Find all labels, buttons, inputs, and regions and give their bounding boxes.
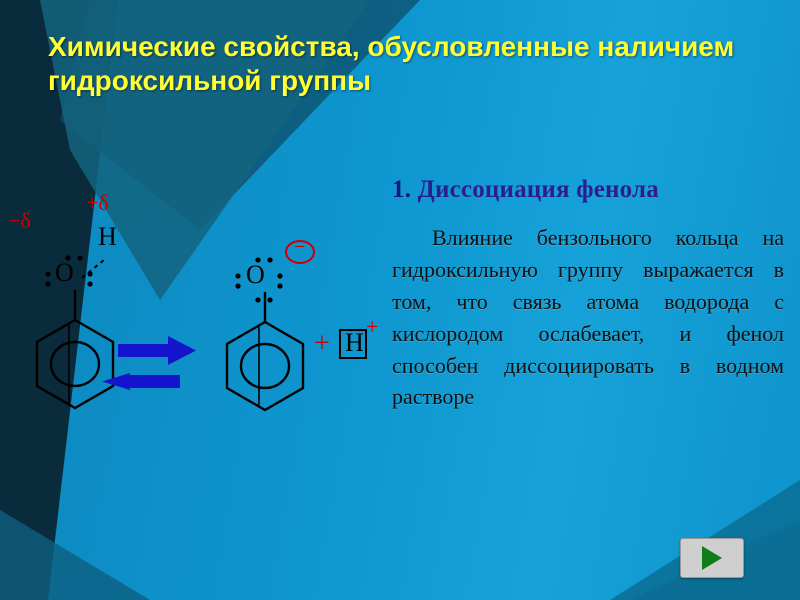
left-hydrogen-label: H bbox=[98, 222, 117, 251]
arrow-forward-right bbox=[118, 336, 196, 365]
delta-plus-label: +δ bbox=[86, 190, 109, 215]
right-oxygen-label: O bbox=[246, 260, 265, 289]
chemistry-diagram-svg bbox=[0, 170, 400, 570]
proton-charge-label: + bbox=[366, 314, 379, 339]
equilibrium-arrows bbox=[102, 336, 196, 390]
play-triangle-icon bbox=[702, 546, 722, 570]
body-paragraph: Влияние бензольного кольца на гидроксильную группу выражается в том, что связь атома водорода с кислородом ослабевает, и фенол способен диссоциировать в водном растворе bbox=[392, 225, 784, 410]
decorative-polygon-bottom-right bbox=[540, 470, 800, 600]
right-benzene-hexagon bbox=[227, 322, 303, 410]
left-o-h-dashed-bond bbox=[82, 260, 104, 278]
plus-sign-label: + bbox=[314, 328, 330, 359]
left-benzene-hexagon bbox=[37, 320, 113, 408]
slide-title: Химические свойства, обусловленные наличием гидроксильной группы bbox=[48, 31, 735, 97]
right-phenolate-molecule bbox=[227, 292, 303, 410]
proton-hydrogen-label: H bbox=[345, 328, 364, 357]
right-aromatic-circle bbox=[241, 344, 289, 388]
delta-minus-label: −δ bbox=[8, 208, 31, 233]
section-heading-number: 1. bbox=[392, 176, 412, 203]
section-heading bbox=[392, 176, 782, 204]
left-aromatic-circle bbox=[51, 342, 99, 386]
left-oxygen-label: O bbox=[55, 258, 74, 287]
section-heading-text: Диссоциация фенола bbox=[417, 176, 659, 203]
chemistry-diagram bbox=[0, 170, 400, 570]
negative-charge-label: − bbox=[294, 236, 306, 258]
next-slide-button[interactable] bbox=[680, 538, 744, 578]
